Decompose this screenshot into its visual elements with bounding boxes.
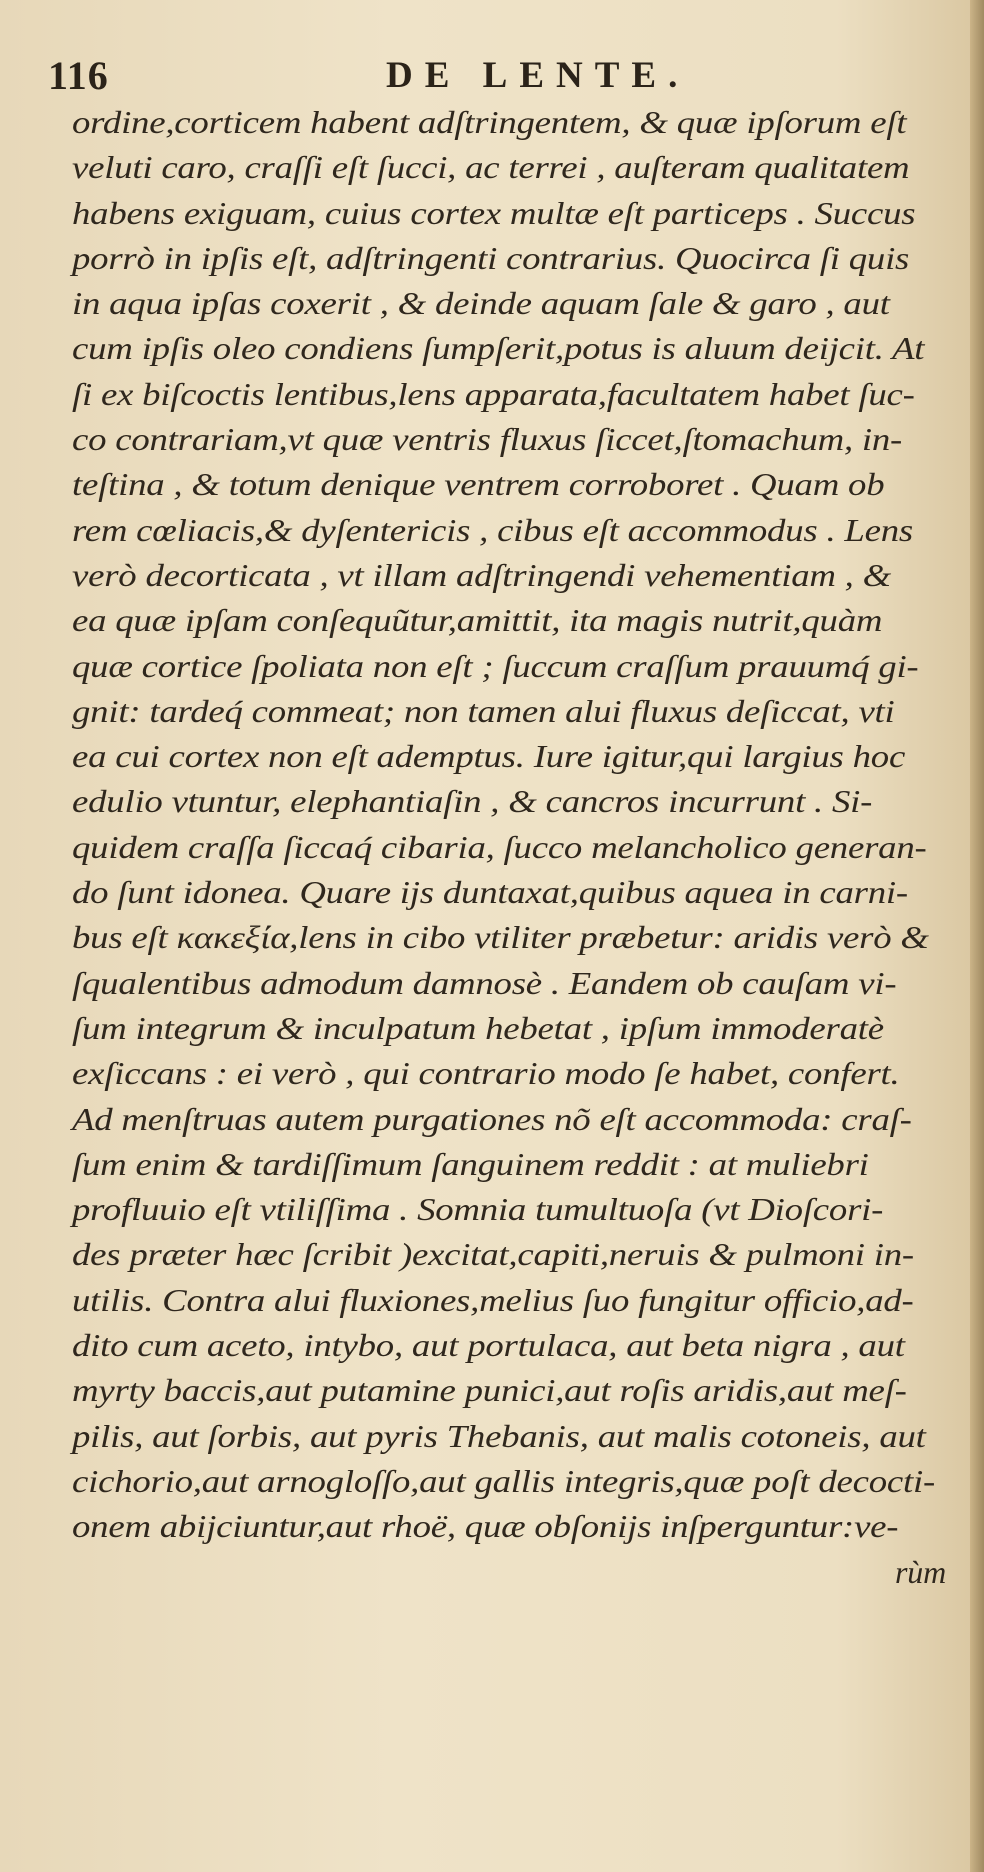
- running-head: DE LENTE.: [386, 55, 690, 96]
- text-line: ordine,corticem habent adſtringentem, & quæ ipſorum eſt: [72, 104, 907, 140]
- text-line: profluuio eſt vtiliſſima . Somnia tumultuoſa (vt Dioſcori-: [72, 1191, 884, 1228]
- folio-number: 116: [48, 53, 109, 98]
- text-line: ea quæ ipſam conſequũtur,amittit, ita magis nutrit,quàm: [72, 602, 883, 639]
- text-line: utilis. Contra alui fluxiones,melius ſuo fungitur officio,ad-: [72, 1281, 914, 1318]
- text-line: cum ipſis oleo condiens ſumpſerit,potus is aluum deijcit. At: [72, 330, 925, 367]
- text-line: porrò in ipſis eſt, adſtringenti contrarius. Quocirca ſi quis: [72, 239, 910, 276]
- text-line: pilis, aut ſorbis, aut pyris Thebanis, aut malis cotoneis, aut: [72, 1417, 926, 1454]
- text-line: quæ cortice ſpoliata non eſt ; ſuccum craſſum prauumq́ gi-: [72, 647, 919, 684]
- text-line: ſum enim & tardiſſimum ſanguinem reddit : at muliebri: [72, 1145, 869, 1182]
- text-line: co contrariam,vt quæ ventris fluxus ſiccet,ſtomachum, in-: [72, 421, 903, 458]
- text-line: des præter hæc ſcribit )excitat,capiti,neruis & pulmoni in-: [72, 1236, 914, 1273]
- page-header: [48, 52, 948, 104]
- text-line: ſqualentibus admodum damnosè . Eandem ob cauſam vi-: [72, 964, 897, 1001]
- text-line: rem cœliacis,& dyſentericis , cibus eſt accommodus . Lens: [72, 511, 913, 548]
- text-line: habens exiguam, cuius cortex multæ eſt particeps . Succus: [72, 194, 916, 231]
- text-line: quidem craſſa ſiccaq́ cibaria, ſucco melancholico generan-: [72, 828, 927, 865]
- text-line: veluti caro, craſſi eſt ſucci, ac terrei , auſteram qualitatem: [72, 149, 910, 186]
- text-block: [72, 100, 952, 1595]
- text-line: onem abijciuntur,aut rhoë, quæ obſonijs inſperguntur:ve-: [72, 1508, 899, 1545]
- text-line: teſtina , & totum denique ventrem corroboret . Quam ob: [72, 466, 885, 503]
- text-line: ſum integrum & inculpatum hebetat , ipſum immoderatè: [72, 1009, 884, 1046]
- text-line: gnit: tardeq́ commeat; non tamen alui fluxus deſiccat, vti: [72, 692, 895, 729]
- text-line: Ad menſtruas autem purgationes nõ eſt accommoda: craſ-: [72, 1100, 912, 1137]
- text-line: dito cum aceto, intybo, aut portulaca, aut beta nigra , aut: [72, 1327, 905, 1364]
- text-line: edulio vtuntur, elephantiaſin , & cancros incurrunt . Si-: [72, 783, 873, 820]
- text-line: bus eſt κακεξία,lens in cibo vtiliter præbetur: aridis verò &: [72, 919, 929, 956]
- text-line: ea cui cortex non eſt ademptus. Iure igitur,qui largius hoc: [72, 738, 906, 775]
- text-line: ſi ex biſcoctis lentibus,lens apparata,facultatem habet ſuc-: [72, 375, 915, 412]
- text-line: exſiccans : ei verò , qui contrario modo ſe habet, confert.: [72, 1055, 900, 1092]
- text-line: cichorio,aut arnogloſſo,aut gallis integris,quæ poſt decocti-: [72, 1462, 936, 1499]
- text-line: verò decorticata , vt illam adſtringendi vehementiam , &: [72, 556, 892, 593]
- text-line: do ſunt idonea. Quare ijs duntaxat,quibus aquea in carni-: [72, 874, 908, 911]
- catchword: rùm: [895, 1553, 946, 1590]
- text-line: myrty baccis,aut putamine punici,aut roſis aridis,aut meſ-: [72, 1372, 907, 1409]
- text-line: in aqua ipſas coxerit , & deinde aquam ſale & garo , aut: [72, 285, 890, 322]
